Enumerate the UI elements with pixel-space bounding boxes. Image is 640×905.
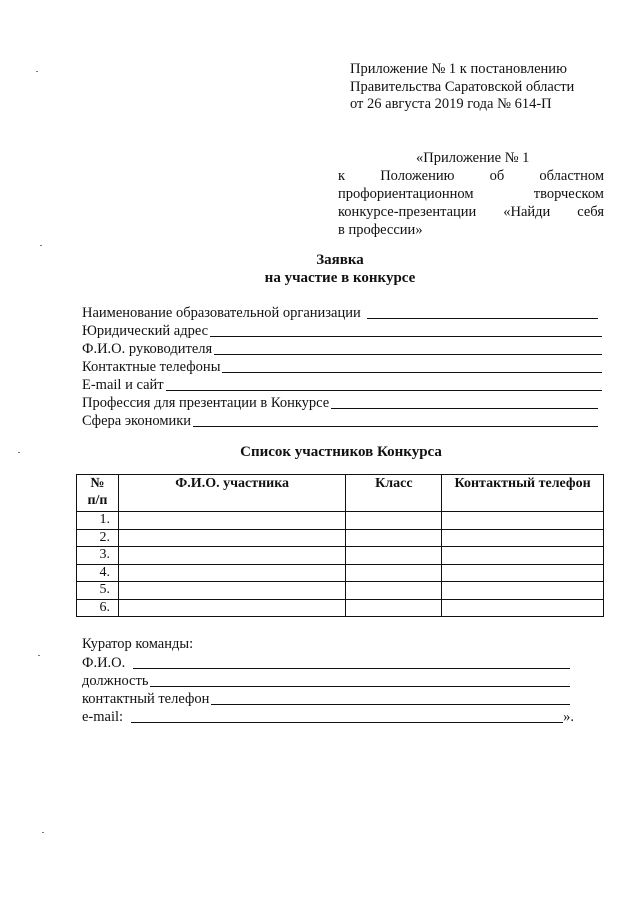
participant-name-cell[interactable] bbox=[118, 512, 345, 530]
field-legal-address-line[interactable] bbox=[210, 336, 602, 337]
field-organization[interactable] bbox=[82, 304, 598, 322]
scan-speck bbox=[18, 452, 20, 453]
participant-class-cell[interactable] bbox=[346, 582, 442, 600]
field-director[interactable] bbox=[82, 340, 602, 358]
field-profession-label: Профессия для презентации в Конкурсе bbox=[82, 395, 330, 411]
curator-phone-line[interactable] bbox=[211, 704, 570, 705]
curator-position-field[interactable] bbox=[82, 672, 570, 690]
header-line-2: Правительства Саратовской области bbox=[350, 78, 575, 95]
curator-email-line[interactable] bbox=[131, 722, 563, 723]
participant-phone-cell[interactable] bbox=[442, 547, 604, 565]
field-director-label: Ф.И.О. руководителя bbox=[82, 341, 213, 357]
participant-phone-cell[interactable] bbox=[442, 564, 604, 582]
row-number: 1. bbox=[77, 512, 119, 530]
field-economy-sector[interactable] bbox=[82, 412, 598, 430]
participant-name-cell[interactable] bbox=[118, 547, 345, 565]
title-line-1: Заявка bbox=[316, 252, 364, 268]
field-organization-label: Наименование образовательной организации bbox=[82, 305, 361, 321]
table-row bbox=[77, 582, 604, 600]
table-row bbox=[77, 512, 604, 530]
participant-name-cell[interactable] bbox=[118, 529, 345, 547]
row-number: 3. bbox=[77, 547, 119, 565]
field-profession[interactable] bbox=[82, 394, 598, 412]
document-title bbox=[0, 251, 640, 287]
participant-class-cell[interactable] bbox=[346, 529, 442, 547]
participant-phone-cell[interactable] bbox=[442, 582, 604, 600]
table-row bbox=[77, 599, 604, 617]
participant-name-cell[interactable] bbox=[118, 564, 345, 582]
scan-speck bbox=[38, 655, 40, 656]
row-number: 2. bbox=[77, 529, 119, 547]
field-phones-line[interactable] bbox=[222, 372, 602, 373]
scan-speck bbox=[40, 245, 42, 246]
scan-speck bbox=[42, 832, 44, 833]
title-line-2: на участие в конкурсе bbox=[264, 270, 416, 286]
curator-email-label: e-mail: bbox=[82, 709, 124, 725]
table-row bbox=[77, 547, 604, 565]
curator-phone-label: контактный телефон bbox=[82, 691, 210, 707]
participant-class-cell[interactable] bbox=[346, 512, 442, 530]
column-header-name: Ф.И.О. участника bbox=[118, 475, 345, 512]
appendix-line-4: конкурсе-презентации «Найди себя bbox=[338, 204, 604, 220]
column-header-number: № п/п bbox=[77, 475, 119, 512]
appendix-reference bbox=[338, 149, 604, 239]
participant-phone-cell[interactable] bbox=[442, 512, 604, 530]
participant-phone-cell[interactable] bbox=[442, 599, 604, 617]
column-header-class: Класс bbox=[346, 475, 442, 512]
participant-class-cell[interactable] bbox=[346, 564, 442, 582]
field-phones[interactable] bbox=[82, 358, 602, 376]
column-header-phone: Контактный телефон bbox=[442, 475, 604, 512]
participants-title: Список участников Конкурса bbox=[240, 444, 442, 460]
appendix-line-3: профориентационном творческом bbox=[338, 186, 604, 202]
table-row bbox=[77, 564, 604, 582]
participant-name-cell[interactable] bbox=[118, 599, 345, 617]
field-email-site-label: E-mail и сайт bbox=[82, 377, 164, 393]
field-email-site-line[interactable] bbox=[166, 390, 602, 391]
curator-fio-label: Ф.И.О. bbox=[82, 655, 126, 671]
appendix-line-2: к Положению об областном bbox=[338, 168, 604, 184]
participant-class-cell[interactable] bbox=[346, 547, 442, 565]
curator-phone-field[interactable] bbox=[82, 690, 570, 708]
field-phones-label: Контактные телефоны bbox=[82, 359, 221, 375]
curator-heading: Куратор команды: bbox=[82, 636, 194, 652]
participant-phone-cell[interactable] bbox=[442, 529, 604, 547]
field-economy-sector-label: Сфера экономики bbox=[82, 413, 192, 429]
field-legal-address-label: Юридический адрес bbox=[82, 323, 209, 339]
participant-name-cell[interactable] bbox=[118, 582, 345, 600]
row-number: 5. bbox=[77, 582, 119, 600]
curator-position-label: должность bbox=[82, 673, 149, 689]
curator-email-field[interactable] bbox=[82, 708, 574, 726]
curator-position-line[interactable] bbox=[150, 686, 570, 687]
field-organization-line[interactable] bbox=[367, 318, 598, 319]
curator-fio-line[interactable] bbox=[133, 668, 570, 669]
field-email-site[interactable] bbox=[82, 376, 602, 394]
participants-table bbox=[76, 474, 604, 617]
field-profession-line[interactable] bbox=[331, 408, 598, 409]
header-line-1: Приложение № 1 к постановлению bbox=[350, 61, 567, 77]
curator-closing-quote: ». bbox=[563, 709, 574, 725]
table-header-row bbox=[77, 475, 604, 512]
row-number: 6. bbox=[77, 599, 119, 617]
header-line-3: от 26 августа 2019 года № 614-П bbox=[350, 96, 552, 112]
field-economy-sector-line[interactable] bbox=[193, 426, 598, 427]
scan-speck bbox=[36, 71, 38, 72]
table-row bbox=[77, 529, 604, 547]
resolution-header bbox=[350, 61, 600, 114]
curator-fio-field[interactable] bbox=[82, 654, 570, 672]
appendix-line-1: «Приложение № 1 bbox=[416, 150, 530, 166]
field-legal-address[interactable] bbox=[82, 322, 602, 340]
participant-class-cell[interactable] bbox=[346, 599, 442, 617]
field-director-line[interactable] bbox=[214, 354, 602, 355]
row-number: 4. bbox=[77, 564, 119, 582]
appendix-line-5: в профессии» bbox=[338, 222, 423, 238]
